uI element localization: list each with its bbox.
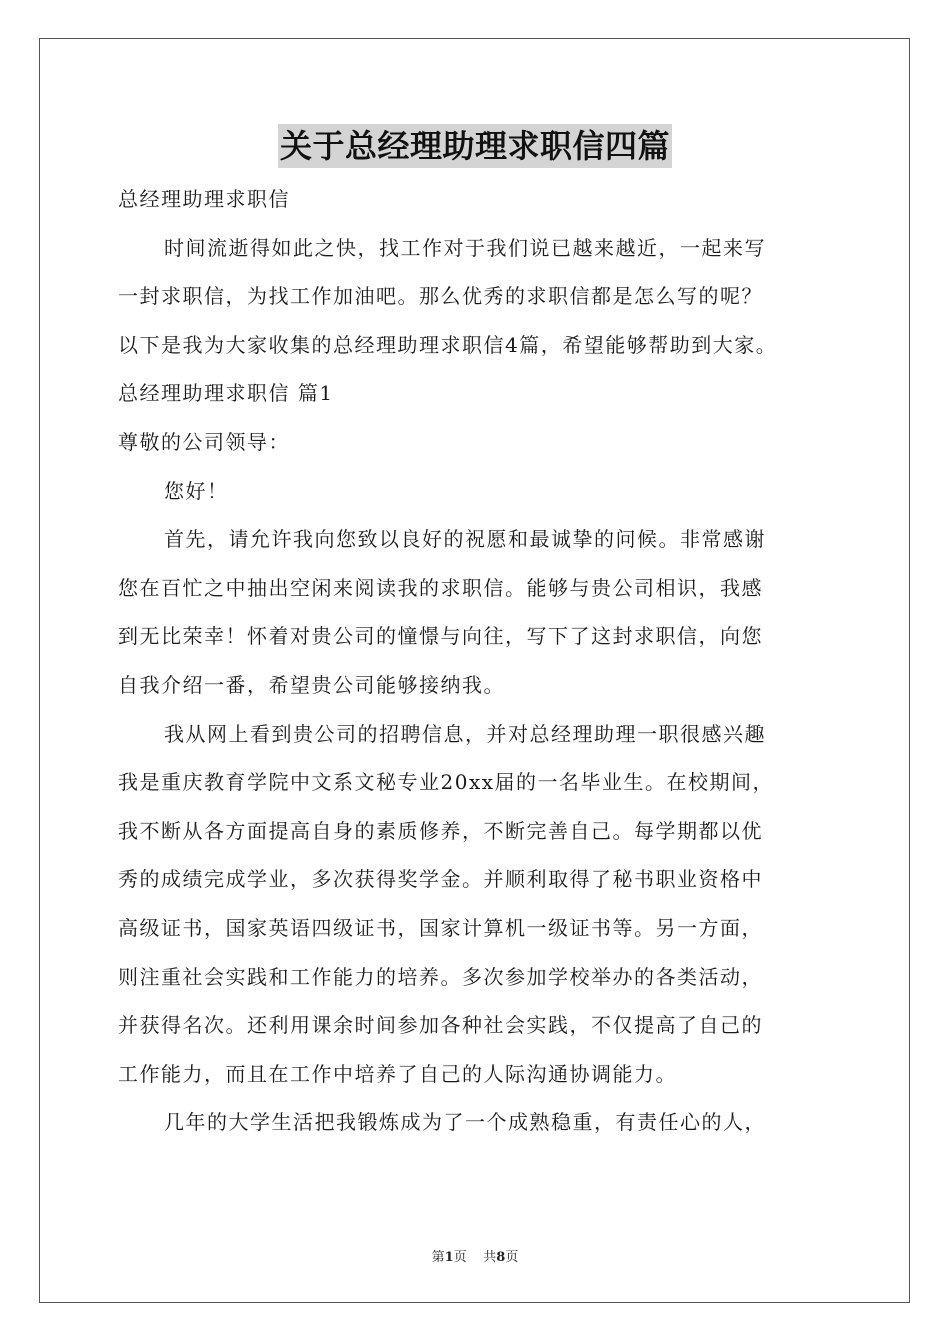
page-footer	[0, 1246, 950, 1265]
title-container	[0, 124, 950, 168]
paragraph-line: 自我介绍一番，希望贵公司能够接纳我。	[118, 672, 505, 697]
paragraph-line: 到无比荣幸！怀着对贵公司的憧憬与向往，写下了这封求职信，向您	[118, 624, 763, 649]
paragraph-line: 您在百忙之中抽出空闲来阅读我的求职信。能够与贵公司相识，我感	[118, 575, 763, 600]
paragraph-line: 高级证书，国家英语四级证书，国家计算机一级证书等。另一方面，	[118, 915, 763, 940]
greeting: 您好！	[164, 478, 229, 503]
paragraph-line: 我不断从各方面提高自身的素质修养，不断完善自己。每学期都以优	[118, 818, 763, 843]
page-total: 8	[496, 1250, 506, 1265]
paragraph-line: 秀的成绩完成学业，多次获得奖学金。并顺利取得了秘书职业资格中	[118, 867, 763, 892]
paragraph-line: 工作能力，而且在工作中培养了自己的人际沟通协调能力。	[118, 1061, 677, 1086]
page-number: 1	[444, 1250, 454, 1265]
document-title: 关于总经理助理求职信四篇	[278, 124, 672, 168]
document-body	[118, 175, 848, 1147]
paragraph-line: 几年的大学生活把我锻炼成为了一个成熟稳重，有责任心的人，	[164, 1110, 766, 1135]
page-prefix: 第	[431, 1250, 445, 1265]
total-unit: 页	[505, 1250, 519, 1265]
paragraph-line: 并获得名次。还利用课余时间参加各种社会实践，不仅提高了自己的	[118, 1013, 763, 1038]
paragraph-line: 时间流逝得如此之快，找工作对于我们说已越来越近，一起来写	[164, 235, 766, 260]
paragraph-line: 我从网上看到贵公司的招聘信息，并对总经理助理一职很感兴趣	[164, 721, 766, 746]
paragraph-line: 以下是我为大家收集的总经理助理求职信4篇，希望能够帮助到大家。	[118, 332, 778, 357]
paragraph-line: 首先，请允许我向您致以良好的祝愿和最诚挚的问候。非常感谢	[164, 527, 766, 552]
section-heading: 总经理助理求职信 篇1	[118, 381, 334, 406]
total-prefix: 共	[483, 1250, 497, 1265]
paragraph-line: 一封求职信，为找工作加油吧。那么优秀的求职信都是怎么写的呢？	[118, 284, 763, 309]
paragraph-line: 则注重社会实践和工作能力的培养。多次参加学校举办的各类活动，	[118, 964, 763, 989]
page-unit: 页	[453, 1250, 467, 1265]
salutation: 尊敬的公司领导：	[118, 429, 290, 454]
paragraph-line: 我是重庆教育学院中文系文秘专业20xx届的一名毕业生。在校期间，	[118, 770, 775, 795]
section-heading: 总经理助理求职信	[118, 187, 290, 211]
